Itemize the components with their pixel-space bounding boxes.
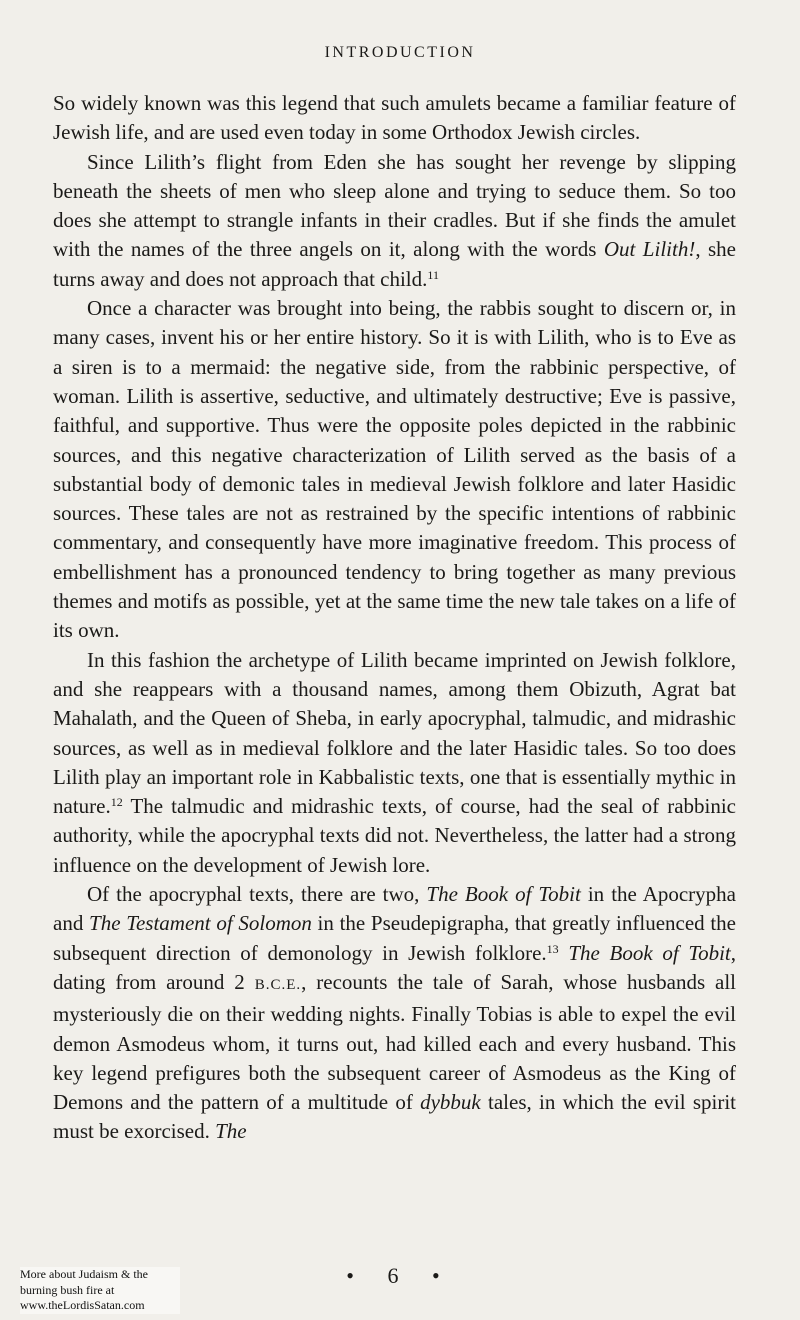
italic-text: The — [215, 1119, 247, 1144]
text-run — [559, 941, 569, 965]
text-run: So widely known was this legend that such amulets became a familiar feature of Jewish life, and are used even today in some Orthodox Jewish circles. — [53, 91, 736, 145]
italic-text: The Book of Tobit — [426, 882, 581, 907]
italic-text: dybbuk — [420, 1090, 481, 1115]
italic-text: The Book of Tobit — [568, 940, 731, 965]
text-run: in the Apocrypha and — [53, 882, 736, 936]
watermark-link-text[interactable]: More about Judaism & the burning bush fire at www.theLordisSatan.com — [20, 1267, 180, 1314]
text-run: , she turns away and does not approach that child. — [53, 237, 736, 291]
text-run: , dating from around 2 — [53, 940, 736, 994]
paragraph — [53, 89, 736, 148]
paragraph — [53, 646, 736, 880]
text-run: tales, in which the evil spirit must be exorcised. — [53, 1090, 736, 1144]
small-caps-text: B.C.E. — [254, 976, 302, 993]
body-text — [53, 89, 736, 1147]
running-header: INTRODUCTION — [324, 44, 476, 61]
text-run: The talmudic and midrashic texts, of course, had the seal of rabbinic authority, while the apocryphal texts did not. Nevertheless, the latter had a strong influence on the development of Jewish lore. — [53, 794, 736, 877]
italic-text: The Testament of Solomon — [89, 911, 312, 936]
paragraph — [53, 294, 736, 646]
italic-text: Out Lilith! — [603, 237, 696, 262]
footnote-ref: 13 — [546, 941, 559, 956]
paragraph — [53, 148, 736, 294]
text-run: Since Lilith’s flight from Eden she has sought her revenge by slipping beneath the sheets of men who sleep alone and trying to seduce them. So too does she attempt to strangle infants in their cradles. But if she finds the amulet with the names of the three angels on it, along with the words — [53, 149, 736, 262]
page-number: • 6 • — [346, 1263, 454, 1288]
text-run: Once a character was brought into being, the rabbis sought to discern or, in many cases, invent his or her entire history. So it is with Lilith, who is to Eve as a siren is to a mermaid: the negative side, from the rabbinic perspective, of woman. Lilith is assertive, seductive, and ultimately destructive; Eve is passive, faithful, and supportive. Thus were the opposite poles depicted in the rabbinic sources, and this negative characterization of Lilith served as the basis of a substantial body of demonic tales in medieval Jewish folklore and later Hasidic sources. These tales are not as restrained by the specific intentions of rabbinic commentary, and consequently have more imaginative freedom. This process of embellishment has a pronounced tendency to bring together as many previous themes and motifs as possible, yet at the same time the new tale takes on a life of its own. — [53, 296, 736, 643]
text-run: in the Pseudepigrapha, that greatly influenced the subsequent direction of demonology in Jewish folklore. — [53, 911, 737, 965]
footnote-ref: 12 — [110, 795, 123, 810]
text-run: Of the apocryphal texts, there are two, — [87, 882, 427, 907]
paragraph — [53, 880, 736, 1147]
text-run: , recounts the tale of Sarah, whose husbands all mysteriously die on their wedding nights. Finally Tobias is able to expel the evil demon Asmodeus whom, it turns out, had killed each and every husband. This key legend prefigures both the subsequent career of Asmodeus as the King of Demons and the pattern of a multitude of — [53, 969, 737, 1115]
footnote-ref: 11 — [427, 267, 439, 282]
text-run: In this fashion the archetype of Lilith became imprinted on Jewish folklore, and she reappears with a thousand names, among them Obizuth, Agrat bat Mahalath, and the Queen of Sheba, in early apocryphal, talmudic, and midrashic sources, as well as in medieval folklore and the later Hasidic tales. So too does Lilith play an important role in Kabbalistic texts, one that is essentially mythic in nature. — [53, 647, 736, 819]
